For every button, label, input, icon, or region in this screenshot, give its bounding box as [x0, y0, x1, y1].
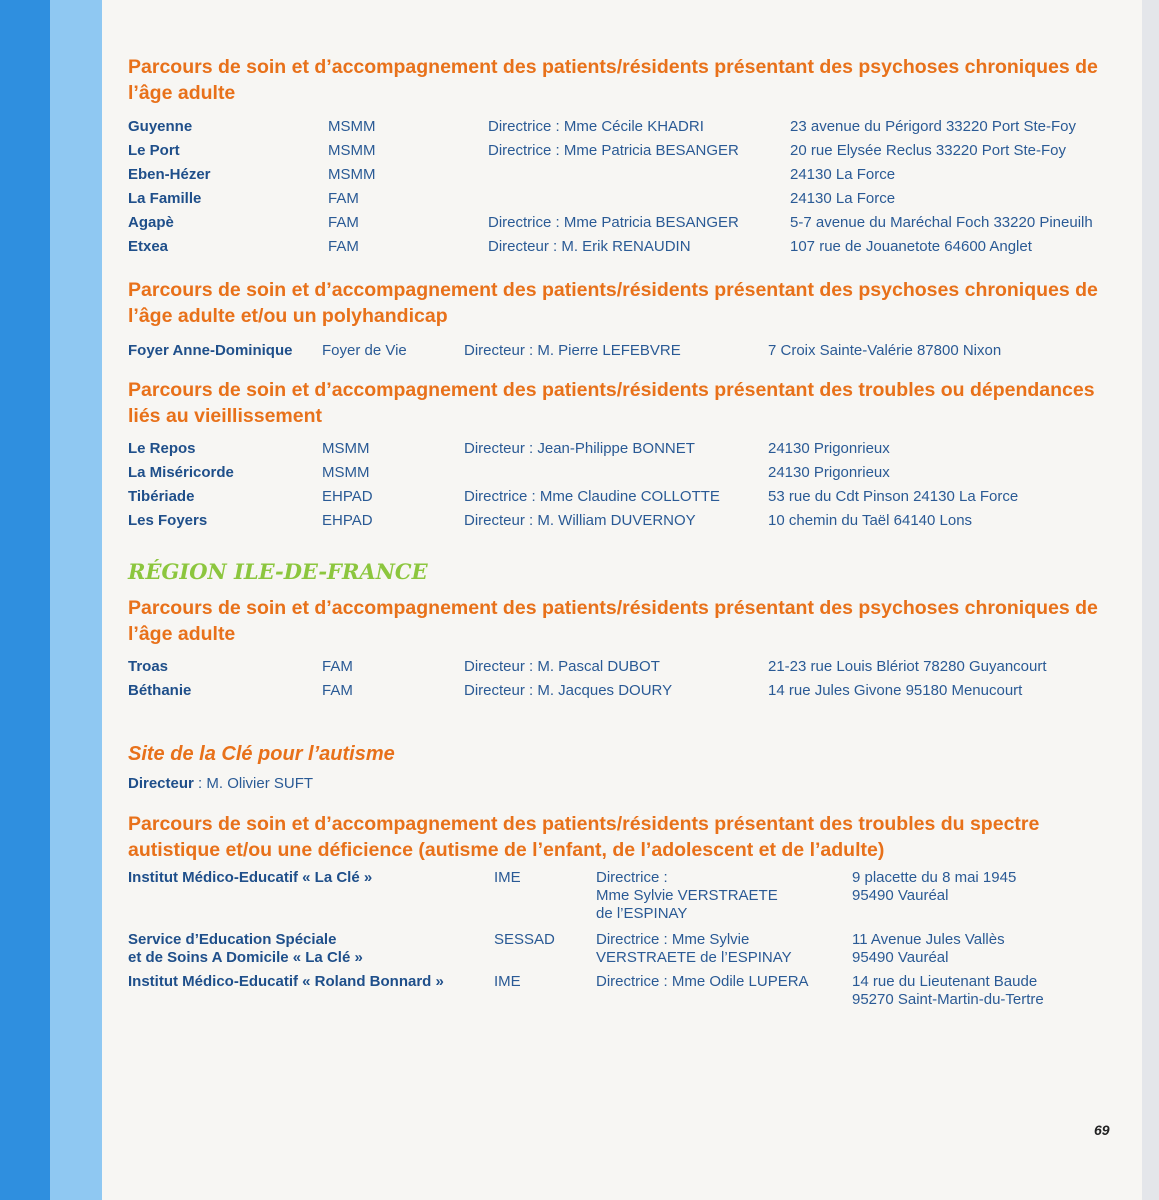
establishment-name: Etxea [128, 238, 169, 255]
address-line: 95490 Vauréal [852, 887, 949, 904]
address: 7 Croix Sainte-Valérie 87800 Nixon [768, 342, 1002, 359]
establishment-type: FAM [328, 238, 359, 255]
director: Directrice : Mme Patricia BESANGER [488, 142, 739, 159]
address: 24130 Prigonrieux [768, 440, 890, 457]
director: Directrice : Mme Claudine COLLOTTE [464, 488, 720, 505]
director: Directeur : M. Jacques DOURY [464, 682, 673, 699]
establishment-name: Institut Médico-Educatif « Roland Bonnard » [128, 973, 444, 990]
establishment-name: Les Foyers [128, 512, 208, 529]
address-line: 95270 Saint-Martin-du-Tertre [852, 991, 1044, 1008]
list-item [128, 339, 1128, 363]
director-line: VERSTRAETE de l’ESPINAY [596, 949, 792, 966]
director: Directeur : M. Pascal DUBOT [464, 658, 660, 675]
director [596, 869, 846, 923]
director-line: Mme Sylvie VERSTRAETE [596, 887, 778, 904]
director: Directeur : Jean-Philippe BONNET [464, 440, 695, 457]
director-line: Directrice : Mme Sylvie [596, 931, 750, 948]
address: 53 rue du Cdt Pinson 24130 La Force [768, 488, 1019, 505]
list-item [128, 187, 1128, 211]
site-director [128, 773, 1128, 795]
establishment-type: MSMM [328, 142, 376, 159]
address: 107 rue de Jouanetote 64600 Anglet [790, 238, 1032, 255]
address: 10 chemin du Taël 64140 Lons [768, 512, 973, 529]
address [852, 973, 1112, 1009]
establishment-name [128, 931, 468, 967]
address: 5-7 avenue du Maréchal Foch 33220 Pineuilh [790, 214, 1093, 231]
establishment-name: La Famille [128, 190, 202, 207]
document-content [128, 54, 1128, 1013]
list-item [128, 931, 1128, 971]
establishment-name: Tibériade [128, 488, 195, 505]
director [596, 931, 846, 967]
establishment-type: FAM [328, 190, 359, 207]
establishment-type: MSMM [328, 166, 376, 183]
establishment-type: IME [494, 869, 521, 886]
section-title: Parcours de soin et d’accompagnement des patients/résidents présentant des psychoses chroniques de l’âge adulte [128, 56, 1098, 104]
director: Directeur : M. Erik RENAUDIN [488, 238, 691, 255]
list-item [128, 437, 1128, 461]
section-ile-de-france [128, 559, 1128, 703]
page-number: 69 [1094, 1122, 1110, 1138]
list-item [128, 163, 1128, 187]
address: 24130 La Force [790, 190, 896, 207]
section-title: Parcours de soin et d’accompagnement des patients/résidents présentant des troubles ou dépendances liés au vieillissement [128, 379, 1095, 427]
establishment-name: Le Repos [128, 440, 196, 457]
section-title: Parcours de soin et d’accompagnement des patients/résidents présentant des troubles du spectre autistique et/ou une déficience (autisme de l’enfant, de l’adolescent et de l’adulte) [128, 813, 1040, 861]
list-item [128, 211, 1128, 235]
establishment-type: EHPAD [322, 488, 373, 505]
director: Directrice : Mme Cécile KHADRI [488, 118, 704, 135]
site-director-label: Directeur [128, 775, 194, 792]
director [596, 973, 846, 991]
address-line: 11 Avenue Jules Vallès [852, 931, 1005, 948]
list-item [128, 509, 1128, 533]
section-site-cle [128, 741, 1128, 1013]
address: 20 rue Elysée Reclus 33220 Port Ste-Foy [790, 142, 1066, 159]
section-title: Parcours de soin et d’accompagnement des patients/résidents présentant des psychoses chroniques de l’âge adulte [128, 597, 1098, 645]
establishment-type: MSMM [322, 464, 370, 481]
establishment-name: Foyer Anne-Dominique [128, 342, 293, 359]
establishment-type: EHPAD [322, 512, 373, 529]
page-edge [1142, 0, 1159, 1200]
director: Directeur : M. William DUVERNOY [464, 512, 696, 529]
establishment-name: La Miséricorde [128, 464, 234, 481]
establishment-name: Institut Médico-Educatif « La Clé » [128, 869, 373, 886]
director: Directrice : Mme Patricia BESANGER [488, 214, 739, 231]
list-item [128, 139, 1128, 163]
list-item [128, 973, 1128, 1013]
site-director-name: : M. Olivier SUFT [193, 775, 314, 792]
establishment-type: FAM [328, 214, 359, 231]
address: 14 rue Jules Givone 95180 Menucourt [768, 682, 1023, 699]
section-psychoses [128, 54, 1128, 259]
establishment-name: Le Port [128, 142, 180, 159]
establishment-type: FAM [322, 682, 353, 699]
left-light-band [50, 0, 102, 1200]
name-line: et de Soins A Domicile « La Clé » [128, 949, 363, 966]
establishment-type: SESSAD [494, 931, 555, 948]
establishment-name: Agapè [128, 214, 174, 231]
address: 21-23 rue Louis Blériot 78280 Guyancourt [768, 658, 1047, 675]
establishment-name: Béthanie [128, 682, 192, 699]
address: 24130 La Force [790, 166, 896, 183]
address: 23 avenue du Périgord 33220 Port Ste-Foy [790, 118, 1077, 135]
address-line: 14 rue du Lieutenant Baude [852, 973, 1038, 990]
establishment-name: Eben-Hézer [128, 166, 211, 183]
director: Directeur : M. Pierre LEFEBVRE [464, 342, 681, 359]
site-title: Site de la Clé pour l’autisme [128, 743, 395, 765]
region-title: RÉGION ILE-DE-FRANCE [128, 559, 428, 584]
list-item [128, 461, 1128, 485]
establishment-type: IME [494, 973, 521, 990]
list-item [128, 115, 1128, 139]
list-item [128, 485, 1128, 509]
establishment-type: Foyer de Vie [322, 342, 407, 359]
section-polyhandicap [128, 277, 1128, 363]
director-line: de l’ESPINAY [596, 905, 688, 922]
address [852, 931, 1112, 967]
list-item [128, 869, 1128, 925]
establishment-name: Guyenne [128, 118, 193, 135]
establishment-name: Troas [128, 658, 169, 675]
establishment-type: MSMM [328, 118, 376, 135]
address: 24130 Prigonrieux [768, 464, 890, 481]
address [852, 869, 1112, 905]
left-color-band [0, 0, 50, 1200]
director-line: Directrice : [596, 869, 668, 886]
name-line: Service d’Education Spéciale [128, 931, 337, 948]
director-line: Directrice : Mme Odile LUPERA [596, 973, 809, 990]
list-item [128, 235, 1128, 259]
section-title: Parcours de soin et d’accompagnement des patients/résidents présentant des psychoses chroniques de l’âge adulte et/ou un polyhandicap [128, 279, 1098, 327]
section-vieillissement [128, 377, 1128, 533]
list-item [128, 655, 1128, 679]
list-item [128, 679, 1128, 703]
address-line: 95490 Vauréal [852, 949, 949, 966]
establishment-type: MSMM [322, 440, 370, 457]
address-line: 9 placette du 8 mai 1945 [852, 869, 1017, 886]
establishment-type: FAM [322, 658, 353, 675]
